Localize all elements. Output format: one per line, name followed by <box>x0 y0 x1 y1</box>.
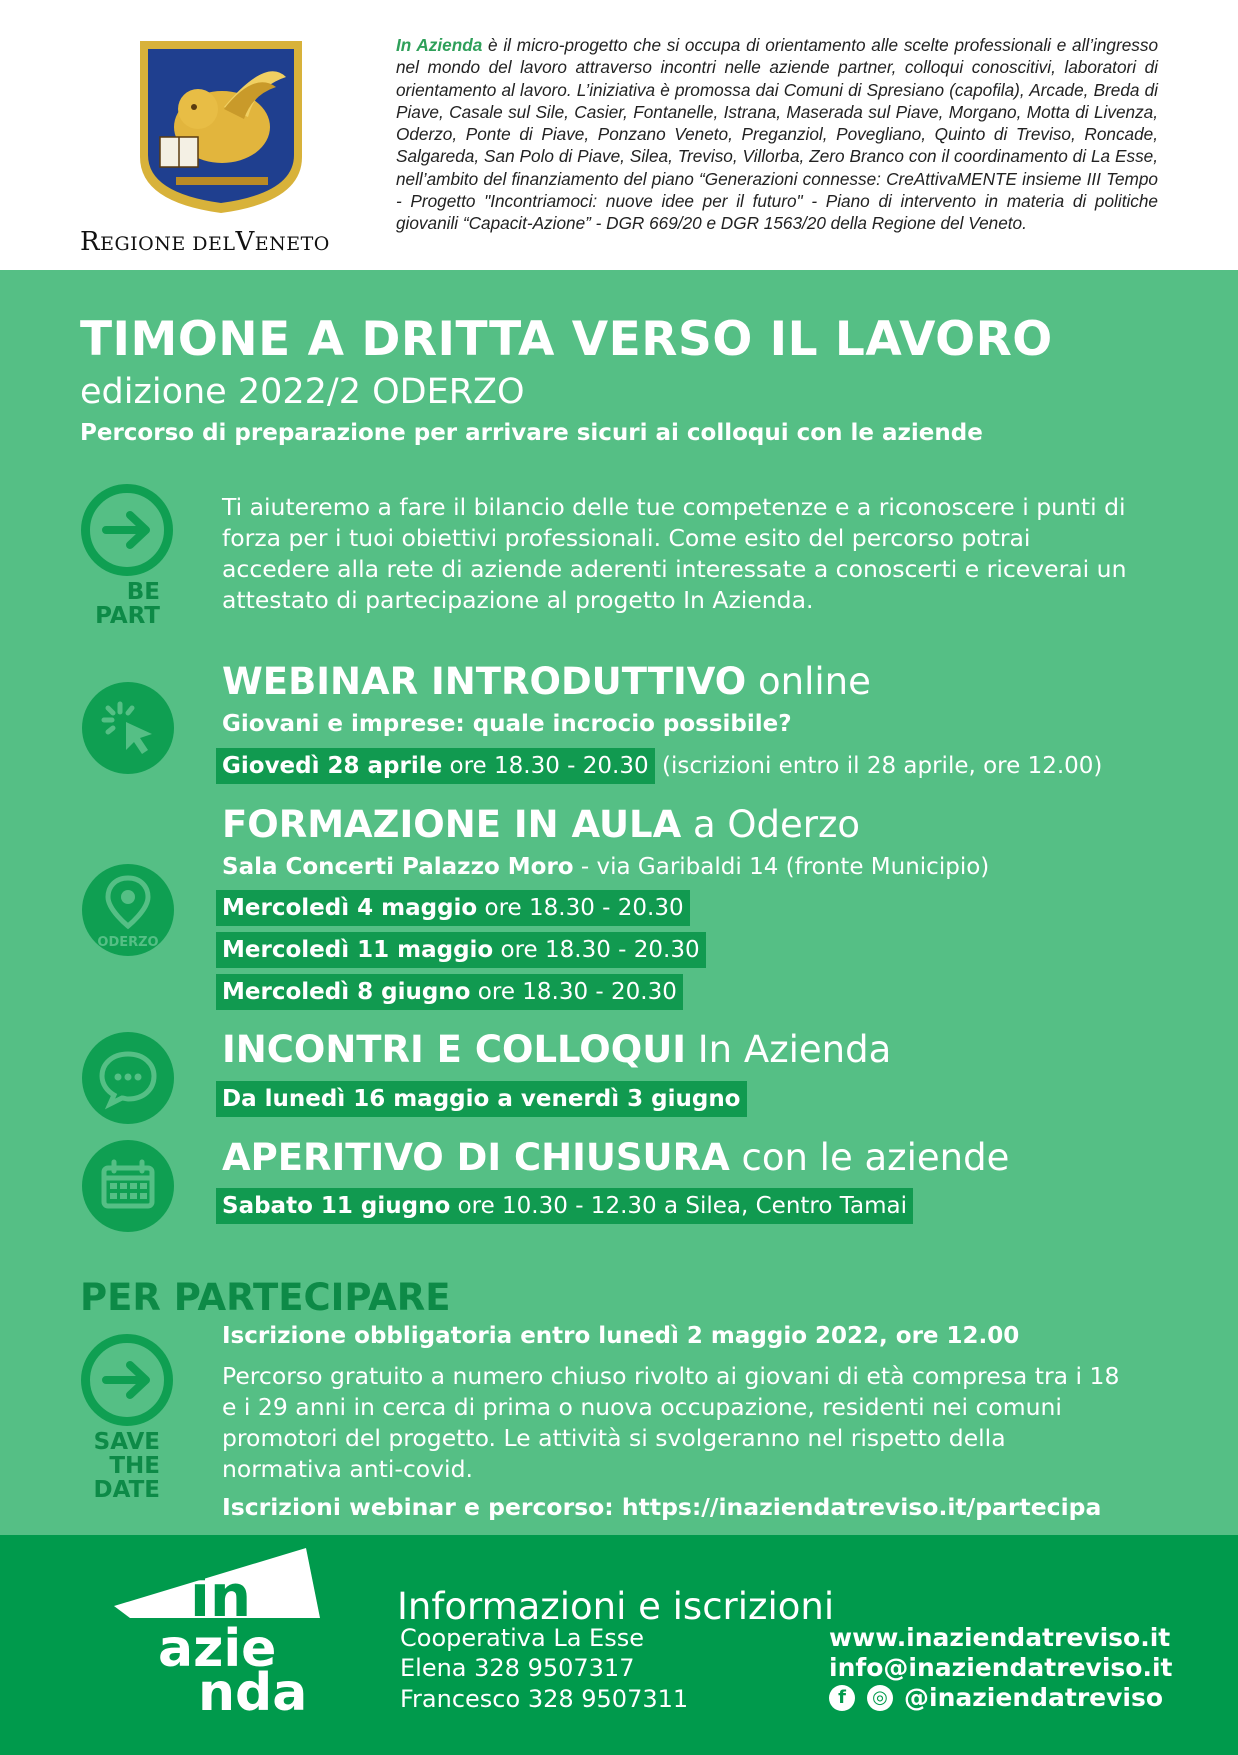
aula-title: FORMAZIONE IN AULA a Oderzo <box>222 803 861 846</box>
page-title: TIMONE A DRITTA VERSO IL LAVORO <box>80 312 1053 367</box>
webinar-subtitle: Giovani e imprese: quale incrocio possibile? <box>222 711 792 737</box>
registration-deadline: Iscrizione obbligatoria entro lunedì 2 maggio 2022, ore 12.00 <box>222 1323 1020 1349</box>
intro-brand: In Azienda <box>396 35 483 55</box>
click-cursor-icon <box>82 682 174 774</box>
aula-venue: Sala Concerti Palazzo Moro - via Garibaldi 14 (fronte Municipio) <box>222 854 990 880</box>
location-pin-icon <box>82 864 174 956</box>
intro-paragraph <box>396 34 1158 235</box>
registration-link[interactable]: Iscrizioni webinar e percorso: https://inaziendatreviso.it/partecipa <box>222 1493 1102 1521</box>
instagram-icon[interactable]: ◎ <box>867 1685 893 1711</box>
aula-date-1: Mercoledì 4 maggio ore 18.30 - 20.30 <box>216 890 690 926</box>
intro-body: è il micro-progetto che si occupa di orientamento alle scelte professionali e all’ingresso nel mondo del lavoro attraverso incontri nelle aziende partner, colloqui conoscitivi, laboratori di orientamento al lavoro. L’iniziativa è promossa dai Comuni di Spresiano (capofila), Arcade, Breda di Piave, Casale sul Sile, Casier, Fontanelle, Istrana, Maserada sul Piave, Morgano, Motta di Livenza, Oderzo, Ponte di Piave, Ponzano Veneto, Preganziol, Povegliano, Quinto di Treviso, Roncade, Salgareda, San Polo di Piave, Silea, Treviso, Villorba, Zero Branco con il coordinamento di La Esse, nell’ambito del finanziamento del piano “Generazioni connesse: CreAttivaMENTE insieme III Tempo - Progetto "Incontriamoci: nuove idee per il futuro" - Piano di intervento in materia di politiche giovanili “Capacit-Azione” - DGR 669/20 e DGR 1563/20 della Regione del Veneto. <box>396 35 1159 234</box>
contact-organization: Cooperativa La Esse <box>400 1624 644 1652</box>
contact-elena: Elena 328 9507317 <box>400 1654 635 1682</box>
save-the-date-label: SAVE THE DATE <box>93 1429 160 1503</box>
edition-subtitle: edizione 2022/2 ODERZO <box>80 372 525 412</box>
aperitivo-date: Sabato 11 giugno ore 10.30 - 12.30 a Silea, Centro Tamai <box>216 1188 913 1224</box>
participation-text: Percorso gratuito a numero chiuso rivolto ai giovani di età compresa tra i 18 e i 29 anni in cerca di prima o nuova occupazione, residenti nei comuni promotori del progetto. Le attività si svolgeranno nel rispetto della normativa anti-covid. <box>222 1362 1120 1483</box>
webinar-title: WEBINAR INTRODUTTIVO online <box>222 660 871 703</box>
aula-date-2: Mercoledì 11 maggio ore 18.30 - 20.30 <box>216 932 706 968</box>
logo-line-2: azie <box>158 1619 277 1679</box>
in-azienda-logo-icon <box>110 1544 350 1714</box>
arrow-right-icon <box>81 1334 173 1426</box>
website-link[interactable]: www.inaziendatreviso.it <box>829 1623 1171 1652</box>
incontri-title: INCONTRI E COLLOQUI In Azienda <box>222 1028 892 1071</box>
social-handle[interactable]: @inaziendatreviso <box>904 1683 1164 1712</box>
be-part-text: Ti aiuteremo a fare il bilancio delle tue competenze e a riconoscere i punti di forza per i tuoi obiettivi professionali. Come esito del percorso potrai accedere alla rete di aziende aderenti interessate a conoscerti e riceverai un attestato di partecipazione al progetto In Azienda. <box>222 493 1127 614</box>
be-part-label: BE PART <box>95 579 160 629</box>
calendar-icon <box>82 1140 174 1232</box>
email-link[interactable]: info@inaziendatreviso.it <box>829 1653 1173 1682</box>
webinar-note: (iscrizioni entro il 28 aprile, ore 12.00) <box>662 753 1103 779</box>
contact-francesco: Francesco 328 9507311 <box>400 1685 689 1713</box>
logo-line-3: nda <box>198 1663 308 1714</box>
oderzo-icon-label: ODERZO <box>97 935 159 950</box>
info-title: Informazioni e iscrizioni <box>397 1585 835 1628</box>
facebook-icon[interactable]: f <box>829 1685 855 1711</box>
aperitivo-title: APERITIVO DI CHIUSURA con le aziende <box>222 1136 1010 1179</box>
chat-bubble-icon <box>82 1032 174 1124</box>
regione-veneto-crest-icon <box>136 37 306 215</box>
arrow-right-icon <box>81 484 173 576</box>
aula-date-3: Mercoledì 8 giugno ore 18.30 - 20.30 <box>216 974 683 1010</box>
tagline: Percorso di preparazione per arrivare sicuri ai colloqui con le aziende <box>80 420 983 446</box>
incontri-period: Da lunedì 16 maggio a venerdì 3 giugno <box>216 1081 747 1117</box>
region-name: REGIONE DELVENETO <box>80 227 330 257</box>
per-partecipare-heading: PER PARTECIPARE <box>80 1276 451 1319</box>
webinar-date: Giovedì 28 aprile ore 18.30 - 20.30 <box>216 748 655 784</box>
logo-line-1: in <box>190 1562 252 1630</box>
